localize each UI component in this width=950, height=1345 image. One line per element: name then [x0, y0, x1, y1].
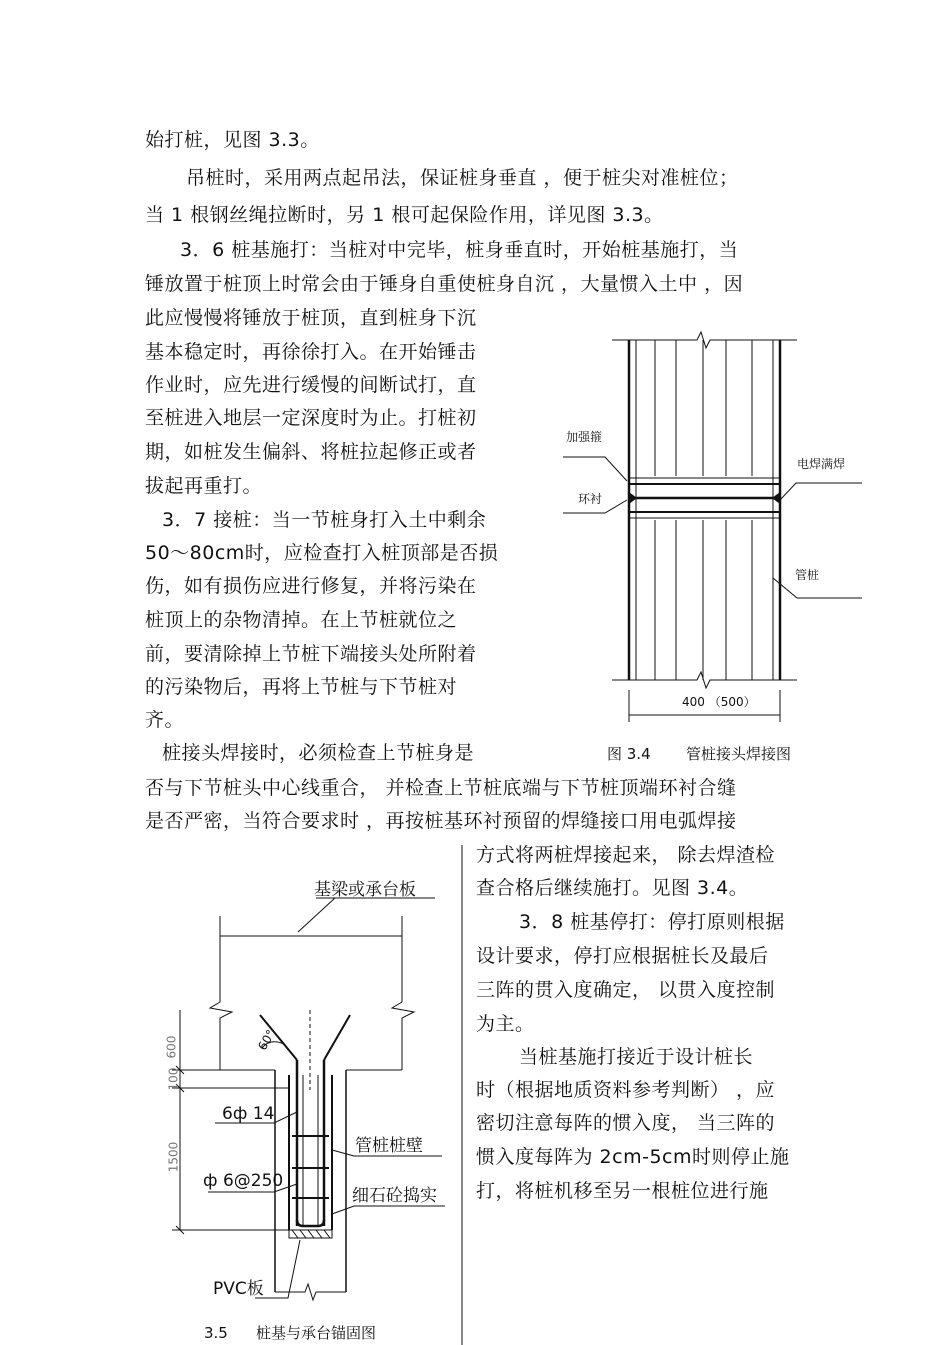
label-pvc-plate: PVC板 — [213, 1279, 264, 1299]
label-stirrup: 加强箍 — [566, 430, 603, 444]
text-line: 三阵的贯入度确定， 以贯入度控制 — [476, 979, 776, 1001]
label-dim-1500: 1500 — [166, 1141, 181, 1173]
text-line: 作业时，应先进行缓慢的间断试打，直 — [145, 374, 477, 396]
label-main-rebar: 6ф 14 — [222, 1104, 275, 1124]
text-line: 设计要求，停打应根据桩长及最后 — [476, 945, 769, 967]
text-line: 3．8 桩基停打：停打原则根据 — [519, 911, 785, 933]
text-line: 齐。 — [145, 709, 185, 731]
text-line: 前，要清除掉上节桩下端接头处所附着 — [145, 643, 477, 665]
label-stirrup-spec: ф 6@250 — [203, 1171, 284, 1191]
figure-caption-title: 桩基与承台锚固图 — [256, 1324, 377, 1342]
text-line: 桩顶上的杂物清掉。在上节桩就位之 — [145, 609, 458, 631]
text-line: 期，如桩发生偏斜、将桩拉起修正或者 — [145, 441, 477, 463]
figure-caption-number: 图 3.4 — [607, 745, 651, 763]
text-line: 50～80cm时，应检查打入桩顶部是否损 — [145, 542, 499, 564]
text-line: 的污染物后，再将上节桩与下节桩对 — [145, 676, 458, 698]
label-dim-600: 600 — [164, 1035, 179, 1059]
text-line: 锤放置于桩顶上时常会由于锤身自重使桩身自沉 ，大量惯入土中 ，因 — [145, 273, 744, 295]
text-line: 打，将桩机移至另一根桩位进行施 — [476, 1180, 769, 1202]
text-line: 吊桩时，采用两点起吊法，保证桩身垂直 ，便于桩尖对准桩位； — [186, 167, 739, 189]
text-line: 拔起再重打。 — [145, 475, 263, 497]
label-fine-concrete: 细石砼捣实 — [352, 1186, 437, 1206]
label-dim-100: 100 — [166, 1067, 181, 1091]
text-line: 密切注意每阵的惯入度， 当三阵的 — [476, 1112, 776, 1134]
text-line: 否与下节桩头中心线重合， 并检查上节桩底端与下节桩顶端环衬合缝 — [145, 777, 737, 799]
label-diameter-dimension: 400 （500） — [682, 695, 756, 709]
text-line: 当桩基施打接近于设计桩长 — [519, 1046, 754, 1068]
text-line: 查合格后继续施打。见图 3.4。 — [476, 877, 749, 899]
label-angle: 60° — [255, 1027, 279, 1053]
label-beam-or-cap: 基梁或承台板 — [314, 880, 416, 900]
figure-caption-title: 管桩接头焊接图 — [686, 745, 792, 763]
text-line: 3．6 桩基施打：当桩对中完毕，桩身垂直时，开始桩基施打，当 — [180, 239, 739, 261]
text-line: 此应慢慢将锤放于桩顶，直到桩身下沉 — [145, 307, 477, 329]
label-pipe-pile: 管桩 — [795, 568, 820, 582]
text-line: 桩接头焊接时，必须检查上节桩身是 — [162, 742, 475, 764]
text-line: 基本稳定时，再徐徐打入。在开始锤击 — [145, 341, 477, 363]
figure-caption-number: 3.5 — [204, 1324, 228, 1342]
text-line: 是否严密，当符合要求时 ，再按桩基环衬预留的焊缝接口用电弧焊接 — [145, 810, 737, 832]
text-line: 始打桩，见图 3.3。 — [145, 129, 320, 151]
text-line: 至桩进入地层一定深度时为止。打桩初 — [145, 407, 477, 429]
text-line: 3．7 接桩：当一节桩身打入土中剩余 — [162, 509, 487, 531]
text-line: 方式将两桩焊接起来， 除去焊渣检 — [476, 844, 776, 866]
text-line: 时（根据地质资料参考判断） ，应 — [476, 1079, 776, 1101]
text-line: 当 1 根钢丝绳拉断时，另 1 根可起保险作用，详见图 3.3。 — [145, 204, 664, 226]
text-line: 伤，如有损伤应进行修复，并将污染在 — [145, 575, 477, 597]
label-full-weld: 电焊满焊 — [797, 457, 846, 471]
text-line: 为主。 — [476, 1013, 535, 1035]
text-line: 惯入度每阵为 2cm-5cm时则停止施 — [476, 1146, 790, 1168]
label-pile-wall: 管桩桩壁 — [355, 1136, 423, 1156]
label-ring-liner: 环衬 — [578, 492, 603, 506]
